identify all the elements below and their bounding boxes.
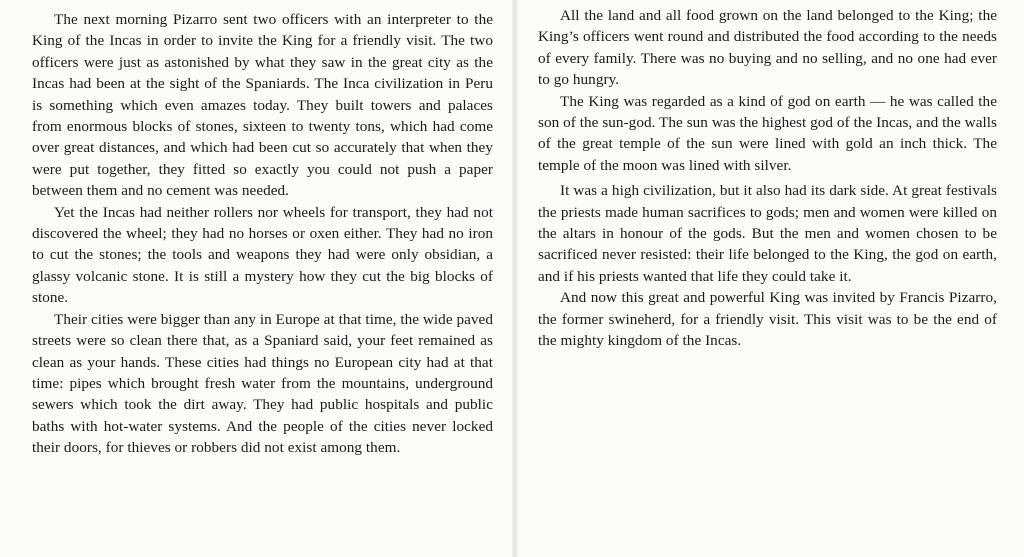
paragraph: The King was regarded as a kind of god on earth — he was called the son of the sun-god. The sun was the highest god of the Incas, and the walls of the great temple of the sun were lined with gold an inch thick. The temple of the moon was lined with silver. <box>538 92 997 174</box>
left-text-column <box>32 0 493 459</box>
paragraph: Their cities were bigger than any in Europe at that time, the wide paved streets were so clean there that, as a Spaniard said, your feet remained as clean as your hands. These cities had things no European city had at that time: pipes which brought fresh water from the mountains, underground sewers which took the dirt away. They had public hospitals and public baths with hot-water systems. And the people of the cities never locked their doors, for thieves or robbers did not exist among them. <box>32 310 493 457</box>
right-text-column <box>538 0 997 352</box>
paragraph: It was a high civilization, but it also had its dark side. At great festivals the priests made human sacrifices to gods; men and women were killed on the altars in honour of the gods. But the men and women chosen to be sacrificed never resisted: their life belonged to the King, the god on earth, and if his priests wanted that life they could take it. <box>538 182 997 285</box>
paragraph: And now this great and powerful King was invited by Francis Pizarro, the former swineherd, for a friendly visit. This visit was to be the end of the mighty kingdom of the Incas. <box>538 289 997 350</box>
paragraph: The next morning Pizarro sent two officers with an interpreter to the King of the Incas in order to invite the King for a friendly visit. The two officers were just as astonished by what they saw in the great city as the Incas had been at the sight of the Spaniards. The Inca civilization in Peru is something which even amazes today. They built towers and palaces from enormous blocks of stones, sixteen to twenty tons, which had come over great distances, and which had been cut so accurately that when they were put together, they fitted so exactly you could not push a paper between them and no cement was needed. <box>32 11 493 200</box>
paragraph: All the land and all food grown on the land belonged to the King; the King’s officers went round and distributed the food according to the needs of every family. There was no buying and no selling, and no one had ever to go hungry. <box>538 7 997 89</box>
paragraph: Yet the Incas had neither rollers nor wheels for transport, they had not discovered the wheel; they had no horses or oxen either. They had no iron to cut the stones; the tools and weapons they had were only obsidian, a glassy volcanic stone. It is still a mystery how they cut the big blocks of stone. <box>32 203 493 307</box>
page-gutter <box>512 0 518 557</box>
